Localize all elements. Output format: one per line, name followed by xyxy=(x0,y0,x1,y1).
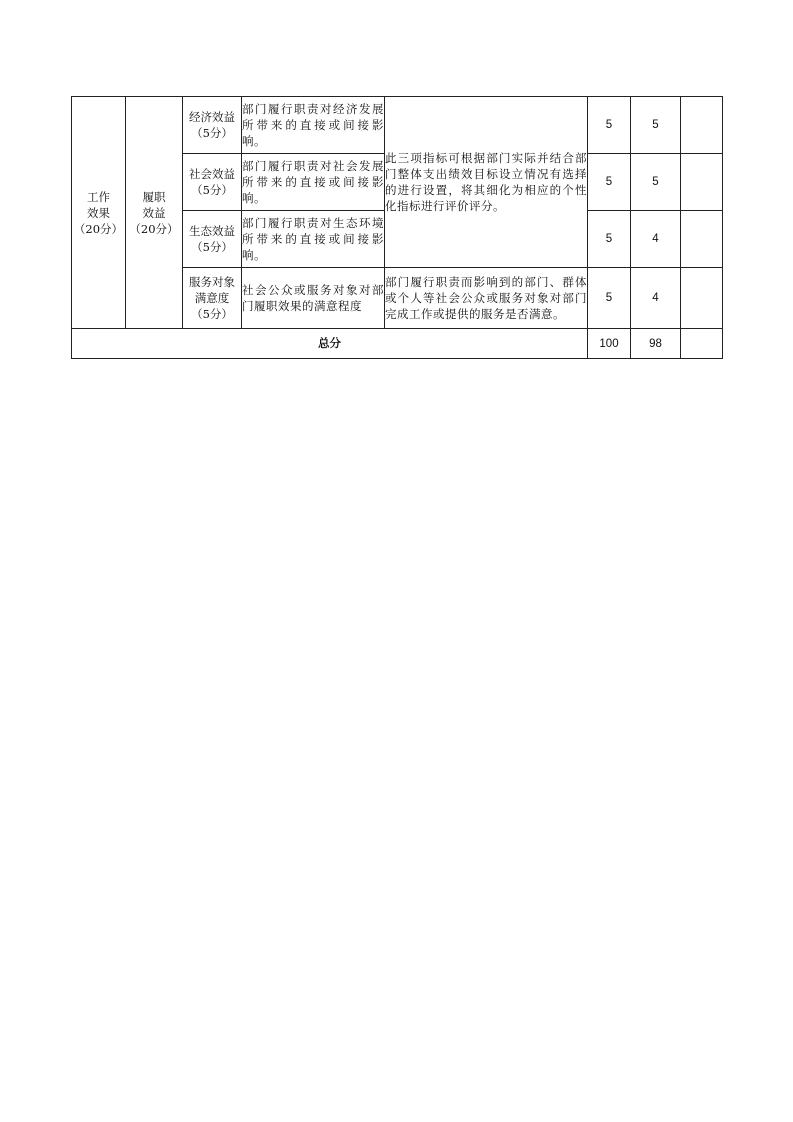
level3-indicator-cell xyxy=(183,97,242,154)
actual-score: 5 xyxy=(631,154,681,211)
level2-name-line1: 履职 xyxy=(142,189,166,204)
remark-cell xyxy=(681,268,723,329)
indicator-score: （5分） xyxy=(191,307,233,321)
level2-name-line2: 效益 xyxy=(142,205,166,220)
standard-value: 5 xyxy=(588,97,631,154)
indicator-description: 社会公众或服务对象对部门履职效果的满意程度 xyxy=(242,268,385,329)
level1-score: （20分） xyxy=(73,221,124,236)
indicator-name: 生态效益 xyxy=(189,224,235,238)
standard-value: 5 xyxy=(588,154,631,211)
indicator-score: （5分） xyxy=(191,126,233,140)
level2-indicator-cell xyxy=(126,97,183,329)
standard-value: 5 xyxy=(588,211,631,268)
total-row xyxy=(72,329,723,359)
indicator-score: （5分） xyxy=(191,183,233,197)
indicator-score: （5分） xyxy=(191,240,233,254)
scoring-criteria: 部门履行职责而影响到的部门、群体或个人等社会公众或服务对象对部门完成工作或提供的服务是否满意。 xyxy=(385,268,588,329)
total-standard-value: 100 xyxy=(588,329,631,359)
remark-cell xyxy=(681,154,723,211)
level3-indicator-cell xyxy=(183,211,242,268)
indicator-name: 社会效益 xyxy=(189,167,235,181)
level3-indicator-cell xyxy=(183,268,242,329)
level1-name-line1: 工作 xyxy=(87,189,110,204)
remark-cell xyxy=(681,97,723,154)
actual-score: 4 xyxy=(631,268,681,329)
total-remark xyxy=(681,329,723,359)
indicator-description: 部门履行职责对生态环境所带来的直接或间接影响。 xyxy=(242,211,385,268)
shared-scoring-criteria: 此三项指标可根据部门实际并结合部门整体支出绩效目标设立情况有选择的进行设置，将其细化为相应的个性化指标进行评价评分。 xyxy=(385,97,588,268)
total-actual-score: 98 xyxy=(631,329,681,359)
indicator-description: 部门履行职责对社会发展所带来的直接或间接影响。 xyxy=(242,154,385,211)
indicator-name: 经济效益 xyxy=(189,110,235,124)
level1-indicator-cell xyxy=(72,97,126,329)
table-row xyxy=(72,97,723,154)
indicator-name-line2: 满意度 xyxy=(194,291,230,305)
performance-score-table xyxy=(71,96,723,359)
indicator-description: 部门履行职责对经济发展所带来的直接或间接影响。 xyxy=(242,97,385,154)
indicator-name-line1: 服务对象 xyxy=(189,275,235,289)
actual-score: 4 xyxy=(631,211,681,268)
total-label: 总分 xyxy=(72,329,588,359)
level2-score: （20分） xyxy=(129,221,179,236)
actual-score: 5 xyxy=(631,97,681,154)
standard-value: 5 xyxy=(588,268,631,329)
remark-cell xyxy=(681,211,723,268)
level1-name-line2: 效果 xyxy=(87,205,110,220)
level3-indicator-cell xyxy=(183,154,242,211)
